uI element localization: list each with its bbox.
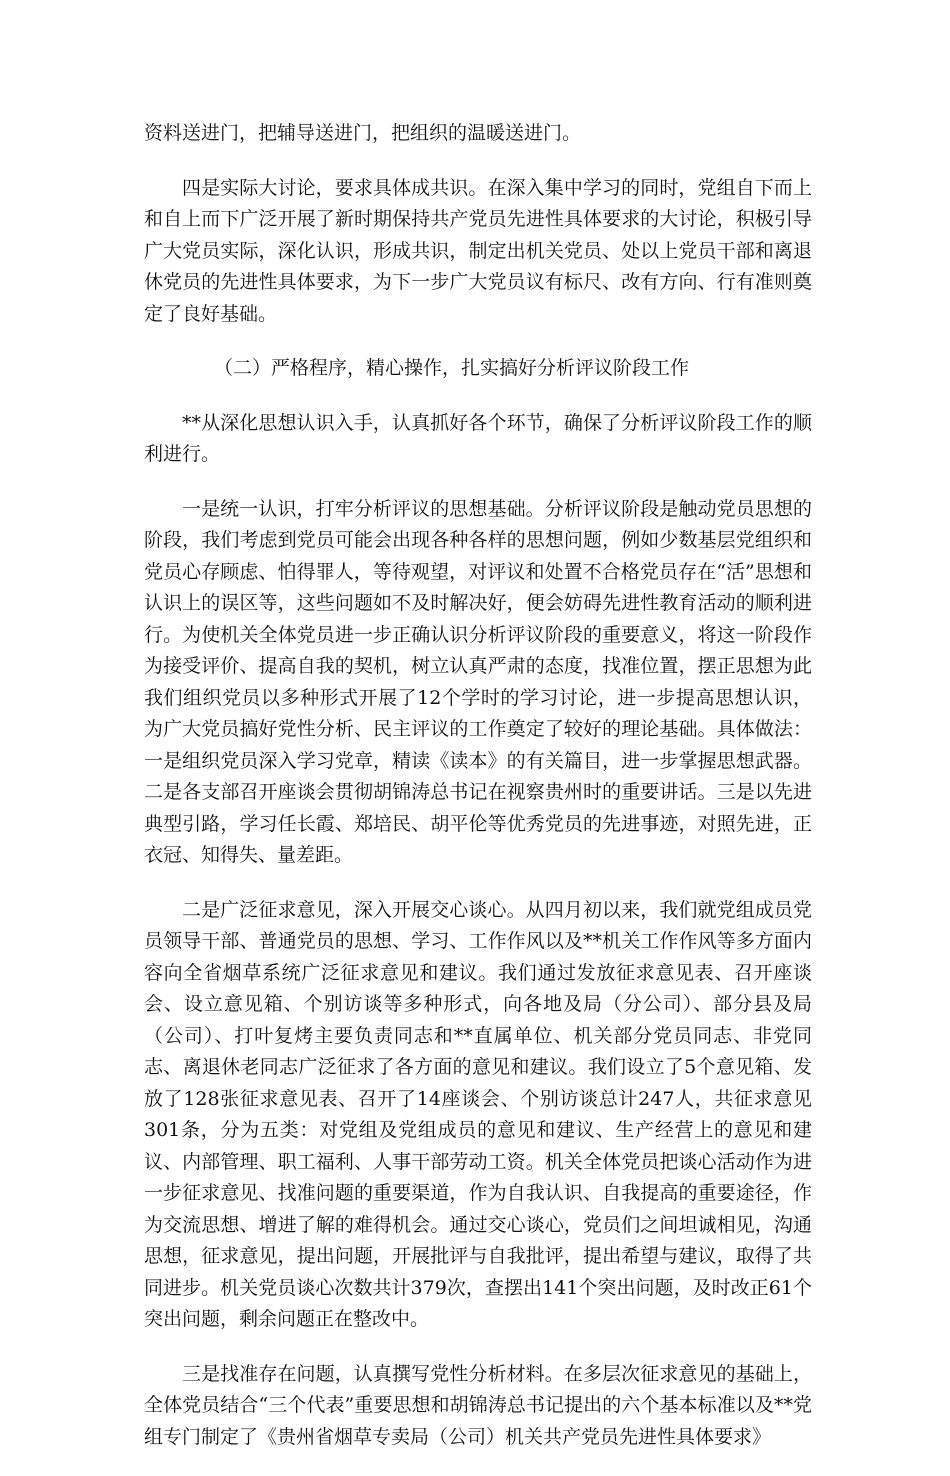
document-page bbox=[144, 118, 812, 1476]
paragraph-discussion: 四是实际大讨论，要求具体成共识。在深入集中学习的同时，党组自下而上和自上而下广泛开展了新时期保持共产党员先进性具体要求的大讨论，积极引导广大党员实际，深化认识，形成共识，制定出机关党员、处以上党员干部和离退休党员的先进性具体要求，为下一步广大党员议有标尺、改有方向、行有准则奠定了良好基础。 bbox=[144, 176, 812, 325]
paragraph-identify-problems: 三是找准存在问题，认真撰写党性分析材料。在多层次征求意见的基础上，全体党员结合“三个代表”重要思想和胡锦涛总书记提出的六个基本标准以及**党组专门制定了《贵州省烟草专卖局（公司）机关共产党员先进性具体要求》 bbox=[144, 1362, 812, 1448]
paragraph-solicit-opinions: 二是广泛征求意见，深入开展交心谈心。从四月初以来，我们就党组成员党员领导干部、普通党员的思想、学习、工作作风以及**机关工作作风等多方面内容向全省烟草系统广泛征求意见和建议。我们通过发放征求意见表、召开座谈会、设立意见箱、个别访谈等多种形式，向各地及局（分公司）、部分县及局（公司）、打叶复烤主要负责同志和**直属单位、机关部分党员同志、非党同志、离退休老同志广泛征求了各方面的意见和建议。我们设立了5个意见箱、发放了128张征求意见表、召开了14座谈会、个别访谈总计247人，共征求意见301条，分为五类：对党组及党组成员的意见和建议、生产经营上的意见和建议、内部管理、职工福利、人事干部劳动工资。机关全体党员把谈心活动作为进一步征求意见、找准问题的重要渠道，作为自我认识、自我提高的重要途径，作为交流思想、增进了解的难得机会。通过交心谈心，党员们之间坦诚相见，沟通思想，征求意见，提出问题，开展批评与自我批评，提出希望与建议，取得了共同进步。机关党员谈心次数共计379次，查摆出141个突出问题，及时改正61个突出问题，剩余问题正在整改中。 bbox=[144, 898, 812, 1330]
section-heading: （二）严格程序，精心操作，扎实搞好分析评议阶段工作 bbox=[214, 357, 690, 379]
paragraph-intro: **从深化思想认识入手，认真抓好各个环节，确保了分析评议阶段工作的顺利进行。 bbox=[144, 411, 812, 465]
paragraph-unify-understanding: 一是统一认识，打牢分析评议的思想基础。分析评议阶段是触动党员思想的阶段，我们考虑到党员可能会出现各种各样的思想问题，例如少数基层党组织和党员心存顾虑、怕得罪人，等待观望，对评议和处置不合格党员存在“活”思想和认识上的误区等，这些问题如不及时解决好，便会妨碍先进性教育活动的顺利进行。为使机关全体党员进一步正确认识分析评议阶段的重要意义，将这一阶段作为接受评价、提高自我的契机，树立认真严肃的态度，找准位置，摆正思想为此我们组织党员以多种形式开展了12个学时的学习讨论，进一步提高思想认识，为广大党员搞好党性分析、民主评议的工作奠定了较好的理论基础。具体做法：一是组织党员深入学习党章，精读《读本》的有关篇目，进一步掌握思想武器。二是各支部召开座谈会贯彻胡锦涛总书记在视察贵州时的重要讲话。三是以先进典型引路，学习任长霞、郑培民、胡平伦等优秀党员的先进事迹，对照先进，正衣冠、知得失、量差距。 bbox=[144, 497, 812, 866]
paragraph-continuation: 资料送进门，把辅导送进门，把组织的温暖送进门。 bbox=[144, 122, 582, 144]
